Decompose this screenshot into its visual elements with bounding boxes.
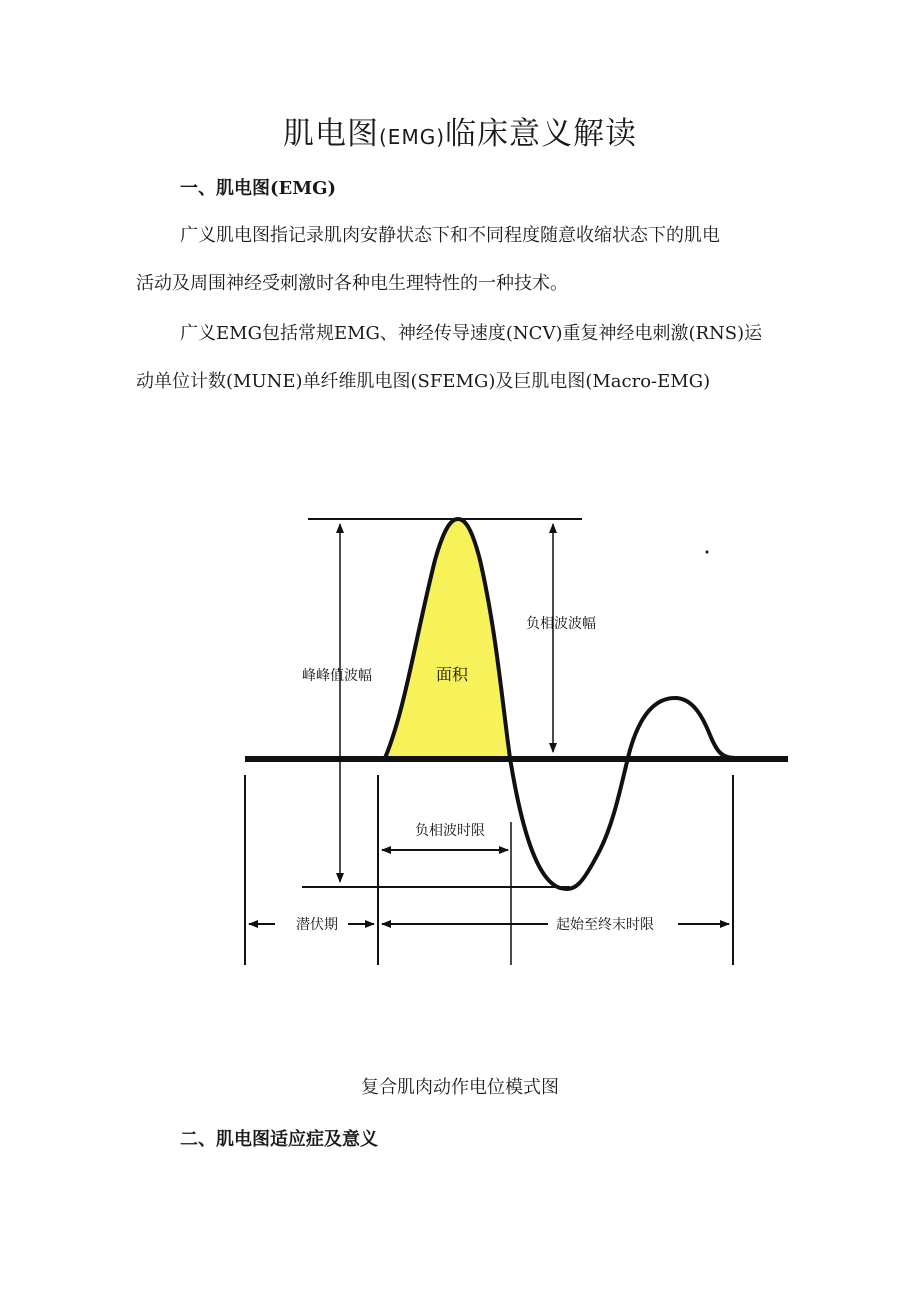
paragraph-2-line-1: 广义EMG包括常规EMG、神经传导速度(NCV)重复神经电刺激(RNS)运 <box>180 323 763 344</box>
paragraph-2-line-2: 动单位计数(MUNE)单纤维肌电图(SFEMG)及巨肌电图(Macro-EMG) <box>136 371 711 392</box>
cmap-diagram <box>230 500 800 980</box>
negative-amplitude-label: 负相波波幅 <box>526 616 596 632</box>
section1-heading: 一、肌电图(EMG) <box>180 178 337 199</box>
area-fill <box>385 519 510 758</box>
figure-caption: 复合肌肉动作电位模式图 <box>361 1077 559 1098</box>
paragraph-2 <box>136 310 786 406</box>
title-suffix: 临床意义解读 <box>445 116 637 152</box>
negative-duration-label: 负相波时限 <box>415 823 485 839</box>
area-label: 面积 <box>436 665 469 684</box>
page-title <box>0 112 920 159</box>
title-prefix: 肌电图 <box>283 116 379 152</box>
paragraph-1 <box>136 212 786 308</box>
latency-label: 潜伏期 <box>296 917 338 933</box>
stray-dot <box>706 551 709 554</box>
peak-to-peak-label: 峰峰值波幅 <box>302 668 372 684</box>
total-duration-label: 起始至终末时限 <box>556 917 654 933</box>
paragraph-1-line-1: 广义肌电图指记录肌肉安静状态下和不同程度随意收缩状态下的肌电 <box>180 225 720 246</box>
paragraph-1-line-2: 活动及周围神经受刺激时各种电生理特性的一种技术。 <box>136 273 568 294</box>
section2-heading: 二、肌电图适应症及意义 <box>180 1129 378 1150</box>
title-paren: (EMG) <box>379 125 445 149</box>
